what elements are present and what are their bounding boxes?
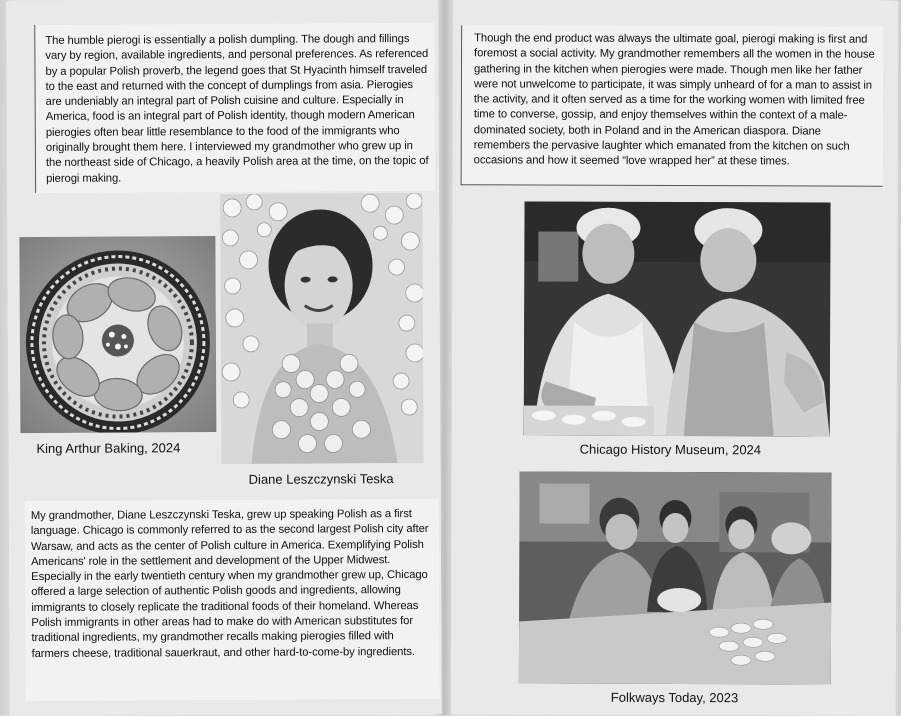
pierogi-plate-photo — [19, 236, 216, 433]
photo2-caption: Diane Leszczynski Teska — [248, 471, 394, 487]
top-paragraph: Though the end product was always the ultimate goal, pierogi making is first and foremost a social activity. My grandmother remembers all the women in the house gathering in the kitchen when pierogies were made. Though men like her father were not unwelcome to participate, it was simply unheard of for a man to assist in the activity, and it often served as a time for the working women with limited free time to converse, gossip, and enjoy themselves within the context of a male-dominated society, both in Poland and in the American diaspora. Diane remembers the pervasive laughter which emanated from the kitchen on such occasions and how it seemed “love wrapped her” at these times. — [473, 32, 875, 168]
folkways-photo — [519, 471, 832, 684]
top-text-box — [461, 25, 884, 186]
photo4-caption: Folkways Today, 2023 — [610, 689, 739, 706]
portrait-photo — [220, 193, 423, 464]
left-page — [6, 0, 442, 716]
photo3-caption: Chicago History Museum, 2024 — [579, 441, 762, 458]
intro-paragraph: The humble pierogi is essentially a polish dumpling. The dough and fillings vary by region, available ingredients, and personal preferences. As referenced by a popular Polish proverb, the legend goes that St Hyacinth himself traveled to the east and returned with the concept of dumplings from asia. Pierogies are undeniably an integral part of Polish cuisine and culture. Especially in America, food is an integral part of Polish identity, though modern American pierogies often bear little resemblance to the food of the immigrants who originally brought them here. I interviewed my grandmother who grew up in the northeast side of Chicago, a heavily Polish area at the time, on the topic of pierogi making. — [45, 33, 429, 185]
bottom-text-box — [25, 499, 440, 701]
right-page — [451, 0, 898, 716]
bottom-paragraph: My grandmother, Diane Leszczynski Teska, grew up speaking Polish as a first language. Chicago is commonly referred to as the second largest Polish city after Warsaw, and acts as the center of Polish culture in America. Exemplifying Polish Americans' role in the settlement and development of the Upper Midwest. Especially in the early twentieth century when my grandmother grew up, Chicago offered a large selection of authentic Polish goods and ingredients, allowing immigrants to closely replicate the traditional foods of their homeland. Whereas Polish immigrants in other areas had to make do with American substitutes for traditional ingredients, my grandmother recalls making pierogies filled with farmers cheese, traditional sauerkraut, and other hard-to-come-by ingredients. — [30, 508, 429, 660]
intro-text-box — [34, 23, 435, 193]
chicago-kitchen-photo — [524, 201, 831, 436]
photo1-caption: King Arthur Baking, 2024 — [36, 440, 181, 456]
